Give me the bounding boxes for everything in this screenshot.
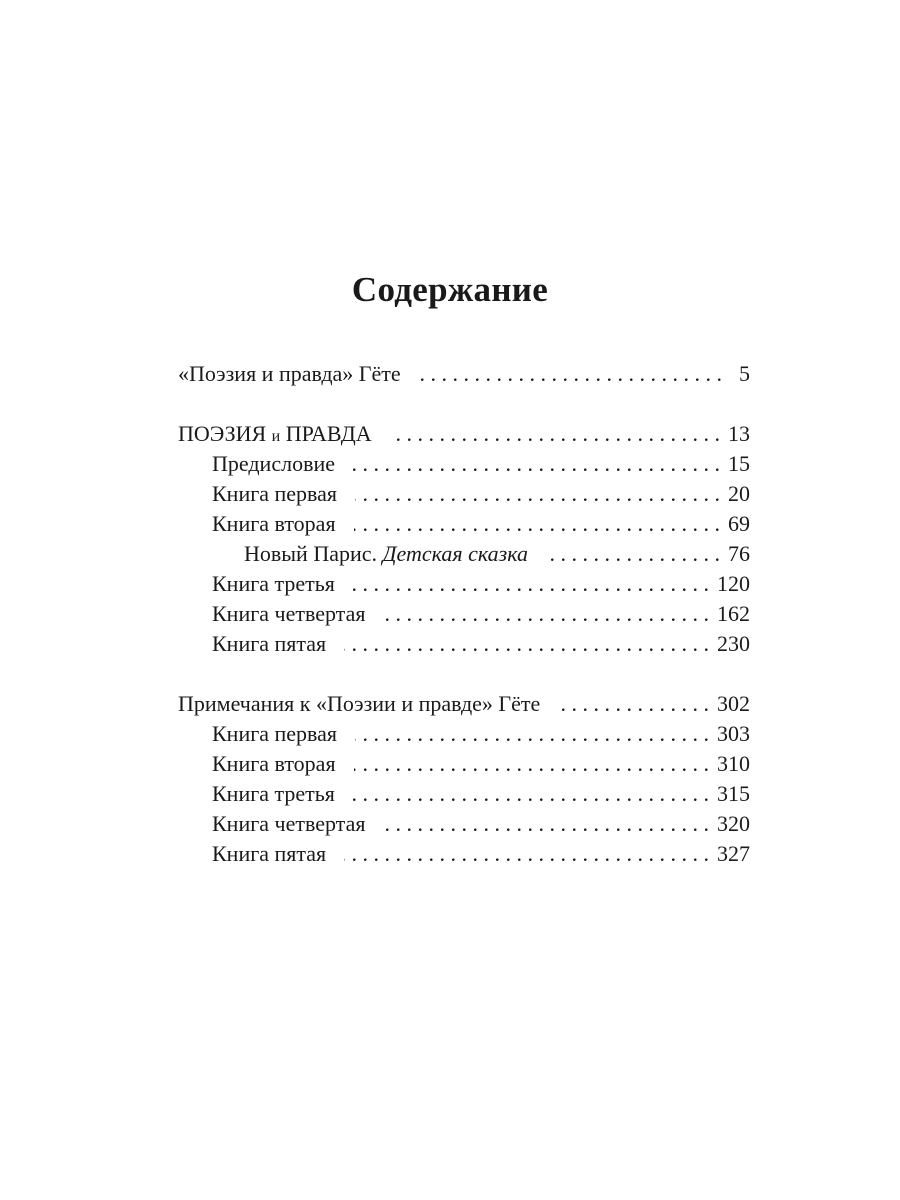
toc-entry-notes-book-5[interactable] xyxy=(178,839,750,869)
label-part: ПОЭЗИЯ xyxy=(178,421,267,446)
toc-entry-label: Книга пятая xyxy=(212,841,327,866)
toc-entry-label xyxy=(178,419,372,452)
toc-entry-label: Книга пятая xyxy=(212,631,327,656)
toc-page-number: 69 xyxy=(728,511,750,536)
toc-entry-book-2[interactable] xyxy=(178,509,750,539)
toc-entry-preface[interactable] xyxy=(178,449,750,479)
toc-page-number: 302 xyxy=(717,691,750,716)
dot-leader xyxy=(355,479,720,509)
label-part: ПРАВДА xyxy=(285,421,372,446)
label-italic-part: Детская сказка xyxy=(382,541,528,566)
dot-leader xyxy=(390,419,720,449)
dot-leader xyxy=(355,719,709,749)
toc-page-number: 5 xyxy=(739,361,750,386)
toc-entry-label: Книга вторая xyxy=(212,511,336,536)
dot-leader xyxy=(546,539,720,569)
toc-entry-label: Книга вторая xyxy=(212,751,336,776)
toc-entry-label: Книга третья xyxy=(212,781,335,806)
toc-page-number: 15 xyxy=(728,451,750,476)
toc-page-number: 230 xyxy=(717,631,750,656)
toc-entry-notes[interactable] xyxy=(178,689,750,719)
toc-page-number: 315 xyxy=(717,781,750,806)
dot-leader xyxy=(344,629,709,659)
toc-entry-notes-book-4[interactable] xyxy=(178,809,750,839)
toc-entry-book-4[interactable] xyxy=(178,599,750,629)
toc-page-number: 13 xyxy=(728,421,750,446)
toc-entry-notes-book-3[interactable] xyxy=(178,779,750,809)
dot-leader xyxy=(419,359,722,389)
toc-page-number: 303 xyxy=(717,721,750,746)
toc-entry-label: Книга четвертая xyxy=(212,601,366,626)
toc-entry-label: Книга первая xyxy=(212,481,338,506)
dot-leader xyxy=(558,689,709,719)
dot-leader xyxy=(354,749,709,779)
toc-page-number: 327 xyxy=(717,841,750,866)
dot-leader xyxy=(383,599,709,629)
toc-entry-book-1[interactable] xyxy=(178,479,750,509)
toc-page-number: 310 xyxy=(717,751,750,776)
label-part: Новый Парис. xyxy=(244,541,378,566)
dot-leader xyxy=(353,569,709,599)
toc-entry-label xyxy=(244,539,528,569)
label-part: и xyxy=(271,428,281,445)
toc-entry-main[interactable] xyxy=(178,419,750,449)
toc-page-number: 120 xyxy=(717,571,750,596)
table-of-contents xyxy=(178,359,750,869)
toc-entry-new-paris[interactable] xyxy=(178,539,750,569)
toc-page-number: 76 xyxy=(728,541,750,566)
toc-entry-label: «Поэзия и правда» Гёте xyxy=(178,361,401,386)
toc-entry-label: Книга первая xyxy=(212,721,338,746)
page-title: Содержание xyxy=(351,270,549,309)
toc-page-number: 20 xyxy=(728,481,750,506)
dot-leader xyxy=(344,839,709,869)
toc-entry-label: Книга четвертая xyxy=(212,811,366,836)
toc-page-number: 162 xyxy=(717,601,750,626)
section-gap xyxy=(178,389,750,419)
section-gap xyxy=(178,659,750,689)
dot-leader xyxy=(353,779,709,809)
toc-entry-book-3[interactable] xyxy=(178,569,750,599)
dot-leader xyxy=(383,809,709,839)
dot-leader xyxy=(353,449,720,479)
toc-entry-label: Примечания к «Поэзии и правде» Гёте xyxy=(178,691,541,716)
toc-page-number: 320 xyxy=(717,811,750,836)
toc-entry-notes-book-2[interactable] xyxy=(178,749,750,779)
toc-entry-label: Предисловие xyxy=(212,451,335,476)
toc-entry-notes-book-1[interactable] xyxy=(178,719,750,749)
toc-entry-book-5[interactable] xyxy=(178,629,750,659)
dot-leader xyxy=(354,509,720,539)
toc-entry-label: Книга третья xyxy=(212,571,335,596)
toc-entry-intro[interactable] xyxy=(178,359,750,389)
